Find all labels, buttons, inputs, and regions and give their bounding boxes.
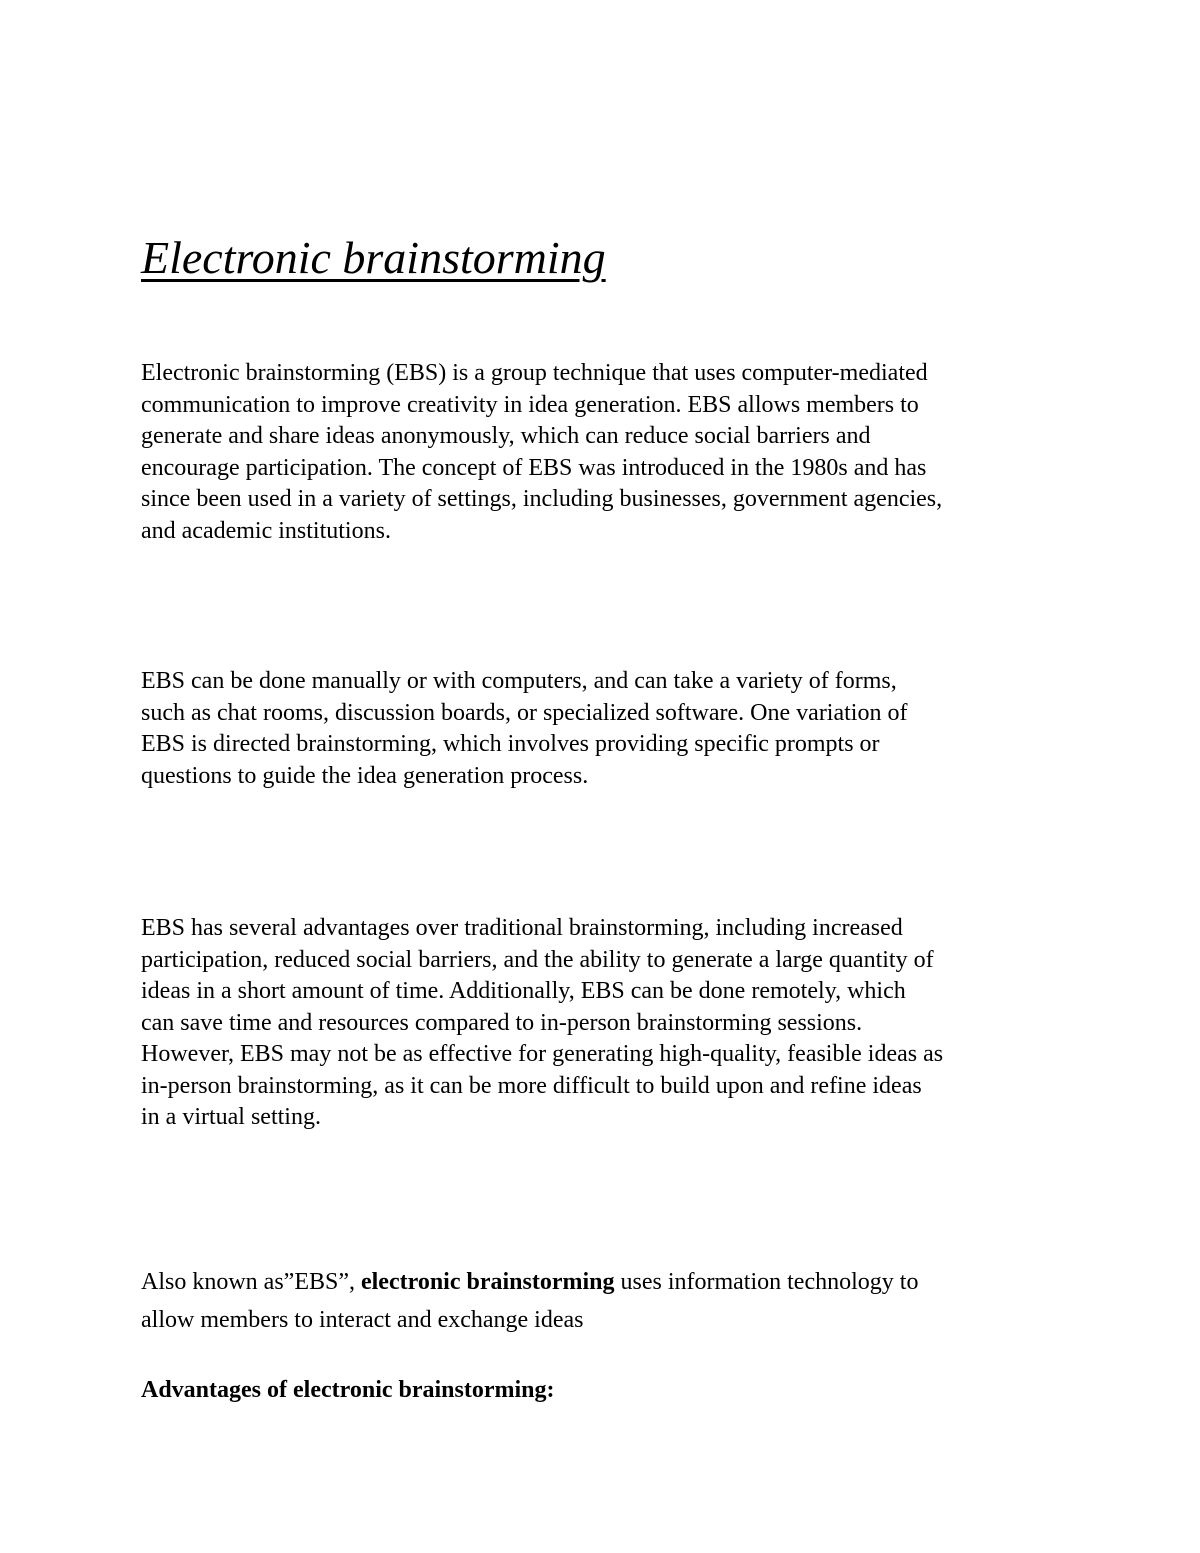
document-title: Electronic brainstorming [141, 232, 606, 283]
paragraph-line: since been used in a variety of settings, including businesses, government agencies, [141, 486, 943, 512]
paragraph-line: generate and share ideas anonymously, which can reduce social barriers and [141, 423, 871, 449]
paragraph-line: ideas in a short amount of time. Additionally, EBS can be done remotely, which [141, 978, 906, 1004]
paragraph-line: such as chat rooms, discussion boards, or specialized software. One variation of [141, 699, 908, 726]
paragraph-line: in-person brainstorming, as it can be more difficult to build upon and refine ideas [141, 1072, 922, 1099]
paragraph-line: Electronic brainstorming (EBS) is a group technique that uses computer-mediated [141, 360, 928, 386]
paragraph-line: participation, reduced social barriers, and the ability to generate a large quantity of [141, 946, 934, 973]
paragraph-line: EBS has several advantages over traditional brainstorming, including increased [141, 915, 903, 941]
paragraph-text: Also known as”EBS”, [141, 1269, 361, 1295]
paragraph-line: can save time and resources compared to in-person brainstorming sessions. [141, 1009, 863, 1036]
paragraph-text: uses information technology to [614, 1269, 919, 1295]
paragraph-ebs-forms [141, 666, 1071, 792]
paragraph-line: allow members to interact and exchange ideas [141, 1306, 584, 1333]
paragraph-ebs-advantages [141, 913, 1071, 1134]
advantages-heading: Advantages of electronic brainstorming: [141, 1377, 555, 1403]
paragraph-line: EBS can be done manually or with computers, and can take a variety of forms, [141, 668, 897, 694]
paragraph-ebs-definition [141, 358, 1071, 547]
paragraph-line: EBS is directed brainstorming, which involves providing specific prompts or [141, 731, 880, 757]
paragraph-line: and academic institutions. [141, 517, 391, 544]
paragraph-line: in a virtual setting. [141, 1104, 321, 1130]
paragraph-line [141, 1264, 1071, 1302]
paragraph-also-known-as [141, 1264, 1071, 1339]
paragraph-line: However, EBS may not be as effective for generating high-quality, feasible ideas as [141, 1041, 944, 1067]
paragraph-line: questions to guide the idea generation process. [141, 762, 589, 789]
paragraph-line: encourage participation. The concept of EBS was introduced in the 1980s and has [141, 454, 927, 481]
paragraph-line: communication to improve creativity in idea generation. EBS allows members to [141, 391, 919, 418]
bold-term: electronic brainstorming [360, 1269, 615, 1295]
